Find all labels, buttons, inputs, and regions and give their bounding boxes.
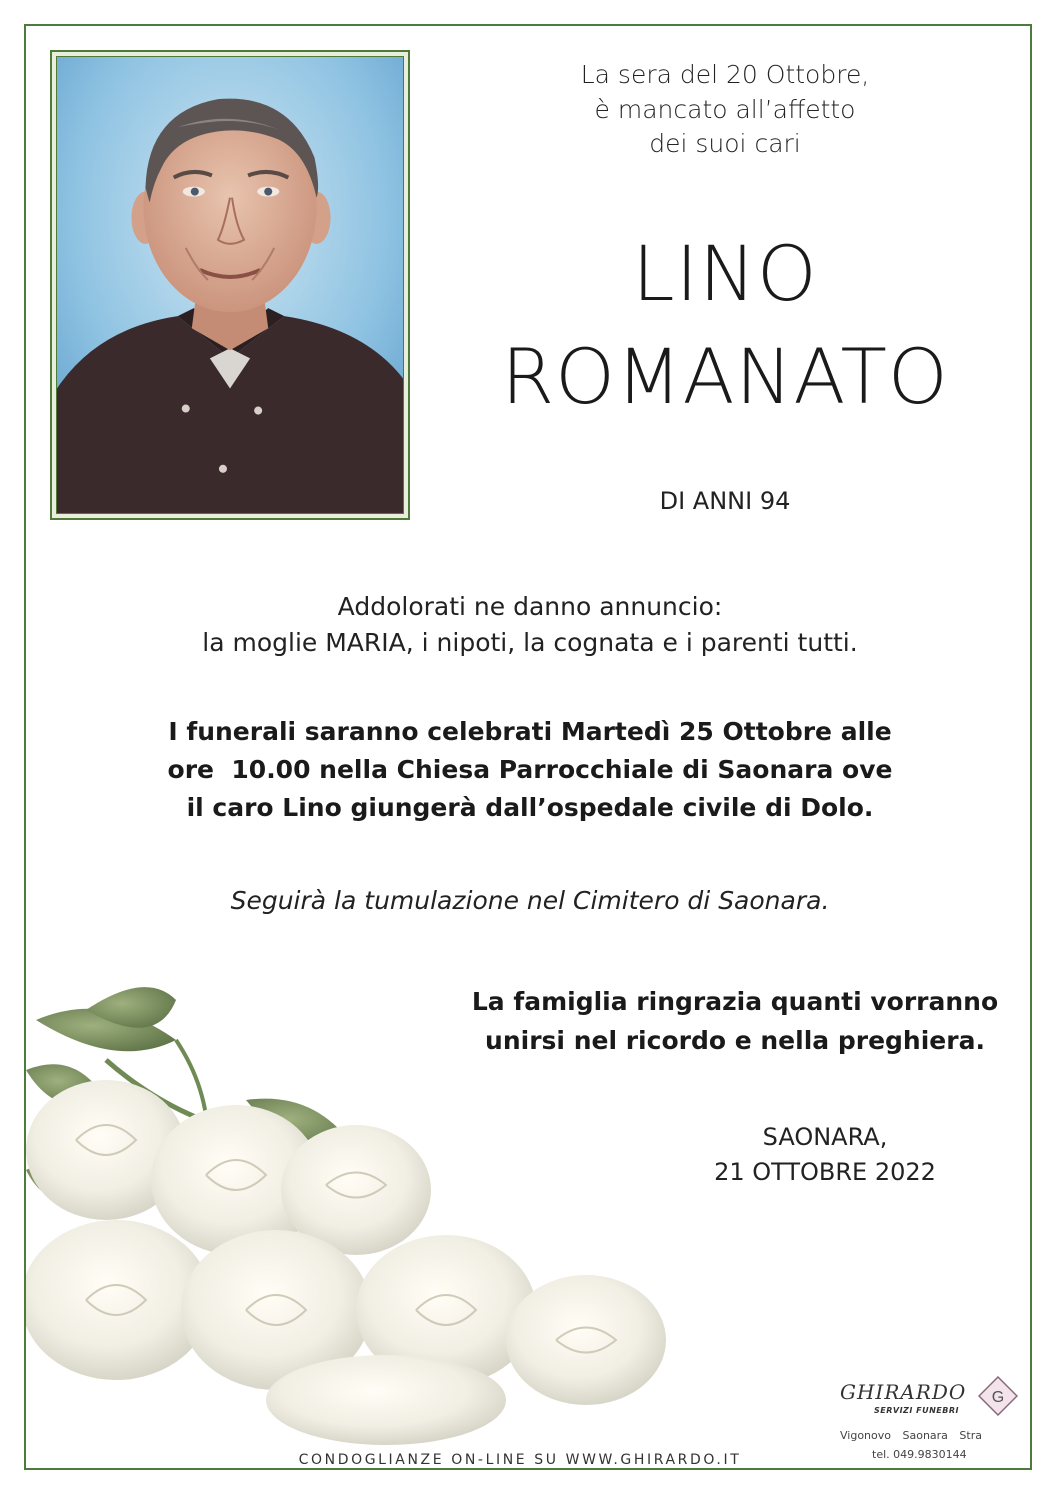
announcement-text: [100, 589, 960, 662]
thanks-text: [440, 983, 1030, 1061]
intro-line-2: è mancato all’affetto: [594, 94, 856, 124]
thanks-line-1: La famiglia ringrazia quanti vorranno: [471, 987, 999, 1016]
deceased-last-name: ROMANATO: [501, 332, 949, 421]
funeral-details: [100, 713, 960, 827]
agency-mark-letter: G: [991, 1389, 1005, 1406]
agency-subtitle: SERVIZI FUNEBRI: [874, 1406, 959, 1415]
portrait-illustration: [57, 57, 403, 513]
burial-text: Seguirà la tumulazione nel Cimitero di Saonara.: [230, 886, 830, 915]
thanks-line-2: unirsi nel ricordo e nella preghiera.: [485, 1025, 985, 1055]
place-name: SAONARA,: [762, 1123, 888, 1151]
deceased-first-name: LINO: [632, 229, 818, 318]
funeral-line-3: il caro Lino giungerà dall’ospedale civile di Dolo.: [186, 793, 874, 822]
agency-towns: Vigonovo Saonara Stra: [840, 1429, 982, 1442]
announcement-line-1: Addolorati ne danno annuncio:: [337, 592, 723, 621]
intro-line-1: La sera del 20 Ottobre,: [580, 60, 870, 89]
agency-mark-icon: [978, 1376, 1018, 1416]
agency-phone: tel. 049.9830144: [872, 1448, 967, 1461]
notice-date: 21 OTTOBRE 2022: [714, 1157, 936, 1186]
condolences-online-link[interactable]: CONDOGLIANZE ON-LINE SU WWW.GHIRARDO.IT: [298, 1452, 742, 1468]
funeral-line-1: I funerali saranno celebrati Martedì 25 Ottobre alle: [168, 717, 892, 746]
announcement-line-2: la moglie MARIA, i nipoti, la cognata e i parenti tutti.: [202, 628, 858, 658]
intro-line-3: dei suoi cari: [649, 129, 801, 158]
place-date: [690, 1120, 960, 1190]
intro-text: [520, 58, 930, 162]
funeral-line-2: ore 10.00 nella Chiesa Parrocchiale di Saonara ove: [167, 755, 893, 784]
agency-name: GHIRARDO: [840, 1380, 967, 1404]
deceased-age: DI ANNI 94: [659, 487, 791, 515]
portrait-frame: [50, 50, 410, 520]
agency-logo: [830, 1376, 1030, 1466]
portrait-photo: [56, 56, 404, 514]
